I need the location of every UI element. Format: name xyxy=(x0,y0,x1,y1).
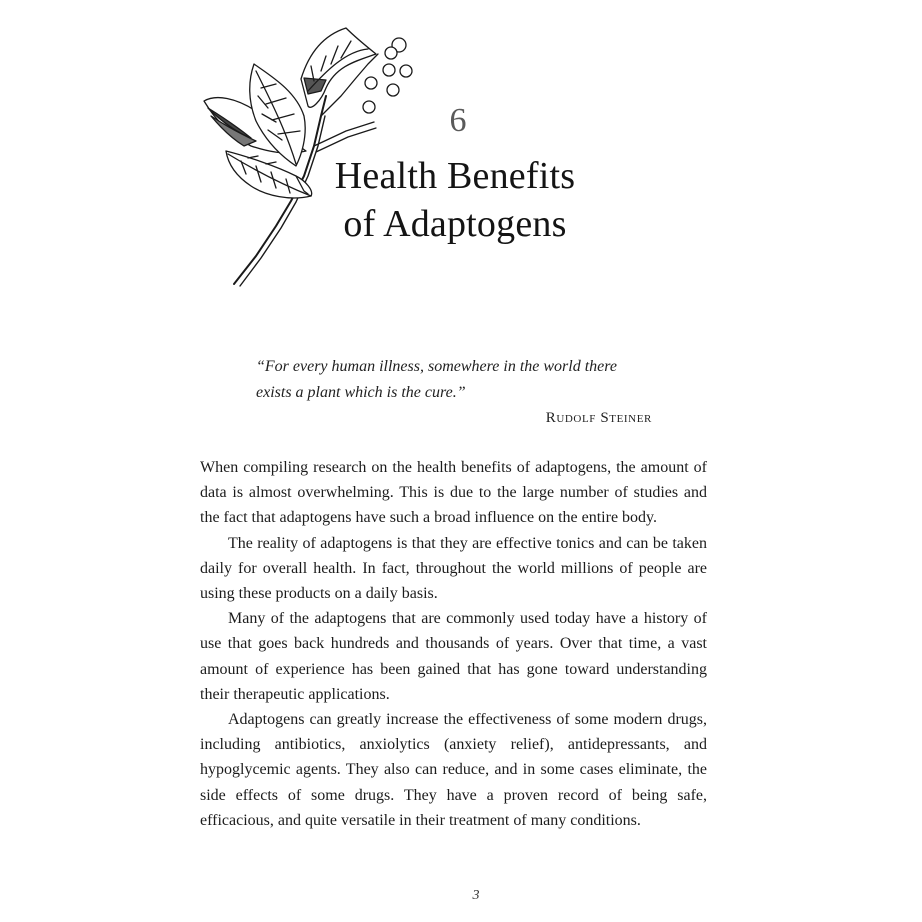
epigraph-quote-line-1: “For every human illness, somewhere in the world there xyxy=(256,358,617,375)
epigraph-quote xyxy=(256,354,656,406)
chapter-title xyxy=(300,152,610,248)
epigraph-quote-line-2: exists a plant which is the cure.” xyxy=(256,384,466,401)
paragraph: When compiling research on the health benefits of adaptogens, the amount of data is almost overwhelming. This is due to the large number of studies and the fact that adaptogens have such a broad influence on the entire body. xyxy=(200,459,707,527)
page-number: 3 xyxy=(472,888,480,903)
paragraph: Adaptogens can greatly increase the effectiveness of some modern drugs, including antibiotics, anxiolytics (anxiety relief), antidepressants, and hypoglycemic agents. They also can reduce, and in some cases eliminate, the side effects of some drugs. They have a proven record of being safe, efficacious, and quite versatile in their treatment of many conditions. xyxy=(200,711,707,829)
epigraph xyxy=(256,354,656,427)
chapter-number: 6 xyxy=(449,102,467,139)
paragraph: Many of the adaptogens that are commonly used today have a history of use that goes back hundreds and thousands of years. Over that time, a vast amount of experience has been gained that has gone toward understanding their therapeutic applications. xyxy=(200,610,707,703)
body-text xyxy=(200,455,707,833)
epigraph-author: Rudolf Steiner xyxy=(545,410,652,426)
chapter-title-line-2: of Adaptogens xyxy=(343,203,567,245)
paragraph: The reality of adaptogens is that they are effective tonics and can be taken daily for overall health. In fact, throughout the world millions of people are using these products on a daily basis. xyxy=(200,534,707,603)
chapter-title-line-1: Health Benefits xyxy=(334,155,576,197)
